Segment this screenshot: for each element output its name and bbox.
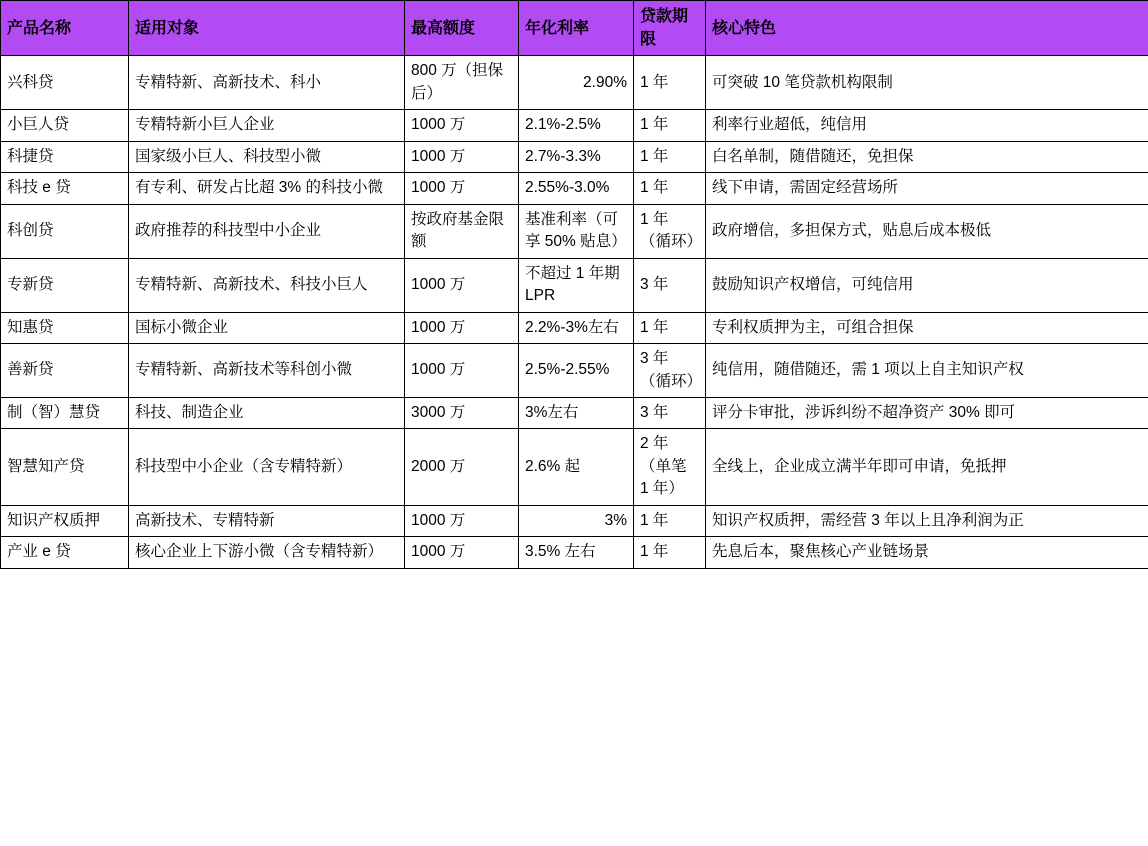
cell-core-feature: 知识产权质押，需经营 3 年以上且净利润为正	[706, 505, 1148, 536]
table-header-row	[1, 1, 1148, 56]
table-row	[1, 398, 1148, 429]
cell-loan-term: 1 年	[634, 505, 706, 536]
cell-core-feature: 鼓励知识产权增信，可纯信用	[706, 258, 1148, 312]
cell-annual-rate: 基准利率（可享 50% 贴息）	[519, 204, 634, 258]
cell-core-feature: 纯信用，随借随还，需 1 项以上自主知识产权	[706, 344, 1148, 398]
cell-target: 科技、制造企业	[129, 398, 405, 429]
column-header-target: 适用对象	[129, 1, 405, 56]
cell-max-limit: 1000 万	[405, 344, 519, 398]
table-row	[1, 537, 1148, 568]
table-body	[1, 56, 1148, 568]
cell-max-limit: 1000 万	[405, 173, 519, 204]
cell-core-feature: 利率行业超低，纯信用	[706, 110, 1148, 141]
cell-product-name: 知惠贷	[1, 312, 129, 343]
cell-product-name: 善新贷	[1, 344, 129, 398]
cell-loan-term: 1 年	[634, 56, 706, 110]
cell-loan-term: 1 年（循环）	[634, 204, 706, 258]
cell-product-name: 专新贷	[1, 258, 129, 312]
cell-loan-term: 1 年	[634, 110, 706, 141]
table-row	[1, 344, 1148, 398]
cell-annual-rate: 不超过 1 年期 LPR	[519, 258, 634, 312]
cell-max-limit: 3000 万	[405, 398, 519, 429]
cell-annual-rate: 3.5% 左右	[519, 537, 634, 568]
cell-target: 国家级小巨人、科技型小微	[129, 141, 405, 172]
cell-core-feature: 可突破 10 笔贷款机构限制	[706, 56, 1148, 110]
table-row	[1, 110, 1148, 141]
cell-loan-term: 3 年（循环）	[634, 344, 706, 398]
table-row	[1, 429, 1148, 505]
cell-max-limit: 1000 万	[405, 141, 519, 172]
cell-target: 高新技术、专精特新	[129, 505, 405, 536]
cell-annual-rate: 2.7%-3.3%	[519, 141, 634, 172]
cell-target: 政府推荐的科技型中小企业	[129, 204, 405, 258]
cell-target: 专精特新小巨人企业	[129, 110, 405, 141]
cell-annual-rate: 3%左右	[519, 398, 634, 429]
column-header-core-feature: 核心特色	[706, 1, 1148, 56]
table-row	[1, 505, 1148, 536]
cell-max-limit: 1000 万	[405, 505, 519, 536]
cell-loan-term: 1 年	[634, 141, 706, 172]
cell-max-limit: 1000 万	[405, 537, 519, 568]
cell-core-feature: 全线上，企业成立满半年即可申请，免抵押	[706, 429, 1148, 505]
cell-target: 专精特新、高新技术、科技小巨人	[129, 258, 405, 312]
cell-loan-term: 3 年	[634, 258, 706, 312]
table-row	[1, 312, 1148, 343]
cell-max-limit: 1000 万	[405, 110, 519, 141]
cell-loan-term: 1 年	[634, 312, 706, 343]
cell-loan-term: 1 年	[634, 173, 706, 204]
column-header-max-limit: 最高额度	[405, 1, 519, 56]
cell-core-feature: 评分卡审批，涉诉纠纷不超净资产 30% 即可	[706, 398, 1148, 429]
cell-core-feature: 先息后本，聚焦核心产业链场景	[706, 537, 1148, 568]
table-row	[1, 204, 1148, 258]
table-row	[1, 56, 1148, 110]
cell-target: 专精特新、高新技术等科创小微	[129, 344, 405, 398]
cell-target: 科技型中小企业（含专精特新）	[129, 429, 405, 505]
cell-annual-rate: 2.55%-3.0%	[519, 173, 634, 204]
cell-core-feature: 专利权质押为主，可组合担保	[706, 312, 1148, 343]
cell-target: 专精特新、高新技术、科小	[129, 56, 405, 110]
cell-product-name: 产业 e 贷	[1, 537, 129, 568]
cell-core-feature: 白名单制，随借随还，免担保	[706, 141, 1148, 172]
cell-target: 国标小微企业	[129, 312, 405, 343]
cell-product-name: 制（智）慧贷	[1, 398, 129, 429]
table-row	[1, 141, 1148, 172]
cell-product-name: 科技 e 贷	[1, 173, 129, 204]
cell-max-limit: 1000 万	[405, 312, 519, 343]
cell-max-limit: 按政府基金限额	[405, 204, 519, 258]
cell-core-feature: 政府增信，多担保方式，贴息后成本极低	[706, 204, 1148, 258]
cell-product-name: 知识产权质押	[1, 505, 129, 536]
cell-target: 核心企业上下游小微（含专精特新）	[129, 537, 405, 568]
cell-product-name: 兴科贷	[1, 56, 129, 110]
cell-product-name: 科创贷	[1, 204, 129, 258]
cell-max-limit: 1000 万	[405, 258, 519, 312]
cell-annual-rate: 2.6% 起	[519, 429, 634, 505]
cell-core-feature: 线下申请，需固定经营场所	[706, 173, 1148, 204]
column-header-annual-rate: 年化利率	[519, 1, 634, 56]
table-row	[1, 173, 1148, 204]
cell-annual-rate: 2.90%	[519, 56, 634, 110]
cell-loan-term: 1 年	[634, 537, 706, 568]
cell-annual-rate: 2.2%-3%左右	[519, 312, 634, 343]
column-header-loan-term: 贷款期限	[634, 1, 706, 56]
cell-product-name: 科捷贷	[1, 141, 129, 172]
cell-max-limit: 2000 万	[405, 429, 519, 505]
cell-loan-term: 2 年（单笔 1 年）	[634, 429, 706, 505]
cell-product-name: 小巨人贷	[1, 110, 129, 141]
table-row	[1, 258, 1148, 312]
cell-max-limit: 800 万（担保后）	[405, 56, 519, 110]
cell-annual-rate: 3%	[519, 505, 634, 536]
cell-target: 有专利、研发占比超 3% 的科技小微	[129, 173, 405, 204]
cell-annual-rate: 2.1%-2.5%	[519, 110, 634, 141]
cell-product-name: 智慧知产贷	[1, 429, 129, 505]
cell-annual-rate: 2.5%-2.55%	[519, 344, 634, 398]
cell-loan-term: 3 年	[634, 398, 706, 429]
column-header-product-name: 产品名称	[1, 1, 129, 56]
